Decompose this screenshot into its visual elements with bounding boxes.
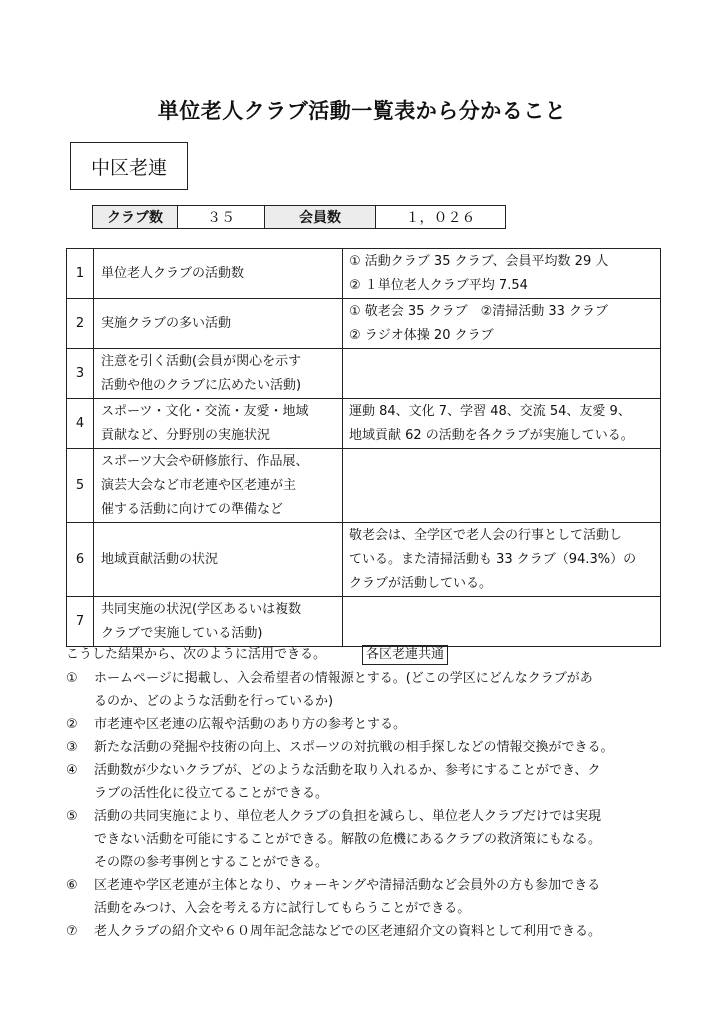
usage-intro xyxy=(66,645,448,665)
list-item-line: るのか、どのような活動を行っているか) xyxy=(94,694,334,709)
list-item xyxy=(66,667,666,713)
table-row xyxy=(67,523,661,597)
row-result-line: ① 敬老会 35 クラブ ②清掃活動 33 クラブ xyxy=(349,303,609,319)
list-item-text xyxy=(94,667,666,713)
row-number: 7 xyxy=(67,597,94,647)
row-result-line: クラブが活動している。 xyxy=(349,575,493,591)
summary-table xyxy=(92,205,506,229)
list-item xyxy=(66,874,666,920)
table-row xyxy=(67,399,661,449)
row-result-line: ている。また清掃活動も 33 クラブ（94.3%）の xyxy=(349,551,637,567)
row-item-line: 実施クラブの多い活動 xyxy=(101,315,232,331)
row-item xyxy=(94,597,343,647)
list-item-line: ラブの活性化に役立てることができる。 xyxy=(94,786,329,801)
table-row xyxy=(67,349,661,399)
list-item xyxy=(66,713,666,736)
list-item-line: できない活動を可能にすることができる。解散の危機にあるクラブの救済策にもなる。 xyxy=(94,832,602,847)
row-number: 2 xyxy=(67,299,94,349)
list-item-text xyxy=(94,920,666,943)
common-label-box: 各区老連共通 xyxy=(362,645,448,665)
list-item-line: 新たな活動の発掘や技術の向上、スポーツの対抗戦の相手探しなどの情報交換ができる。 xyxy=(94,740,614,755)
row-result-line: ② ラジオ体操 20 クラブ xyxy=(349,327,494,343)
list-item-text xyxy=(94,874,666,920)
list-item-line: 活動の共同実施により、単位老人クラブの負担を減らし、単位老人クラブだけでは実現 xyxy=(94,809,602,824)
row-result-line: 敬老会は、全学区で老人会の行事として活動し xyxy=(349,527,623,543)
members-count-value: １，０２６ xyxy=(376,206,506,229)
row-item-line: クラブで実施している活動) xyxy=(101,625,263,641)
district-label-box xyxy=(70,142,188,190)
row-item-line: 活動や他のクラブに広めたい活動) xyxy=(101,377,302,393)
row-item xyxy=(94,399,343,449)
row-item xyxy=(94,523,343,597)
row-result-line: ② １単位老人クラブ平均 7.54 xyxy=(349,277,528,293)
table-row xyxy=(67,249,661,299)
list-item-text xyxy=(94,736,666,759)
row-result xyxy=(343,449,661,523)
row-item xyxy=(94,249,343,299)
row-number: 5 xyxy=(67,449,94,523)
row-item-line: 単位老人クラブの活動数 xyxy=(101,265,245,281)
activity-table xyxy=(66,248,661,647)
row-result-line: 地域貢献 62 の活動を各クラブが実施している。 xyxy=(349,427,634,443)
list-item-number: ③ xyxy=(66,740,78,755)
row-number: 1 xyxy=(67,249,94,299)
list-item-number: ⑤ xyxy=(66,809,78,824)
row-item-line: 演芸大会など市老連や区老連が主 xyxy=(101,477,297,493)
list-item-number: ② xyxy=(66,717,78,732)
list-item-number: ① xyxy=(66,671,78,686)
list-item-line: ホームページに掲載し、入会希望者の情報源とする。(どこの学区にどんなクラブがあ xyxy=(94,671,593,686)
list-item xyxy=(66,805,666,874)
list-item-line: 活動数が少ないクラブが、どのような活動を取り入れるか、参考にすることができ、ク xyxy=(94,763,601,778)
row-result xyxy=(343,399,661,449)
table-row xyxy=(67,449,661,523)
usage-intro-text: こうした結果から、次のように活用できる。 xyxy=(66,647,327,662)
clubs-count-value: ３５ xyxy=(178,206,265,229)
row-result xyxy=(343,349,661,399)
row-item-line: 地域貢献活動の状況 xyxy=(101,551,219,567)
list-item xyxy=(66,759,666,805)
table-row xyxy=(67,597,661,647)
row-number: 4 xyxy=(67,399,94,449)
list-item-line: 区老連や学区老連が主体となり、ウォーキングや清掃活動など会員外の方も参加できる xyxy=(94,878,601,893)
list-item-line: 市老連や区老連の広報や活動のあり方の参考とする。 xyxy=(94,717,407,732)
list-item-number: ④ xyxy=(66,763,78,778)
row-item-line: 催する活動に向けての準備など xyxy=(101,501,284,517)
members-count-label: 会員数 xyxy=(265,206,376,229)
list-item xyxy=(66,920,666,943)
page-title: 単位老人クラブ活動一覧表から分かること xyxy=(157,99,567,123)
row-result-line: ① 活動クラブ 35 クラブ、会員平均数 29 人 xyxy=(349,253,609,269)
row-item-line: 共同実施の状況(学区あるいは複数 xyxy=(101,601,302,617)
list-item xyxy=(66,736,666,759)
usage-list xyxy=(66,667,666,943)
row-item-line: スポーツ大会や研修旅行、作品展、 xyxy=(101,453,309,469)
row-item-line: スポーツ・文化・交流・友愛・地域 xyxy=(101,403,309,419)
row-number: 6 xyxy=(67,523,94,597)
list-item-line: 活動をみつけ、入会を考える方に試行してもらうことができる。 xyxy=(94,901,471,916)
row-result xyxy=(343,299,661,349)
row-item xyxy=(94,449,343,523)
row-item xyxy=(94,299,343,349)
table-row xyxy=(67,299,661,349)
row-number: 3 xyxy=(67,349,94,399)
list-item-text xyxy=(94,713,666,736)
row-item xyxy=(94,349,343,399)
clubs-count-label: クラブ数 xyxy=(93,206,178,229)
row-result xyxy=(343,523,661,597)
district-name: 中区老連 xyxy=(90,156,167,179)
list-item-line: 老人クラブの紹介文や６０周年記念誌などでの区老連紹介文の資料として利用できる。 xyxy=(94,924,602,939)
row-result xyxy=(343,249,661,299)
list-item-number: ⑦ xyxy=(66,924,78,939)
list-item-number: ⑥ xyxy=(66,878,78,893)
row-item-line: 貢献など、分野別の実施状況 xyxy=(101,427,271,443)
list-item-line: その際の参考事例とすることができる。 xyxy=(94,855,329,870)
row-result-line: 運動 84、文化 7、学習 48、交流 54、友愛 9、 xyxy=(349,403,631,419)
list-item-text xyxy=(94,759,666,805)
list-item-text xyxy=(94,805,666,874)
row-result xyxy=(343,597,661,647)
row-item-line: 注意を引く活動(会員が関心を示す xyxy=(101,353,302,369)
